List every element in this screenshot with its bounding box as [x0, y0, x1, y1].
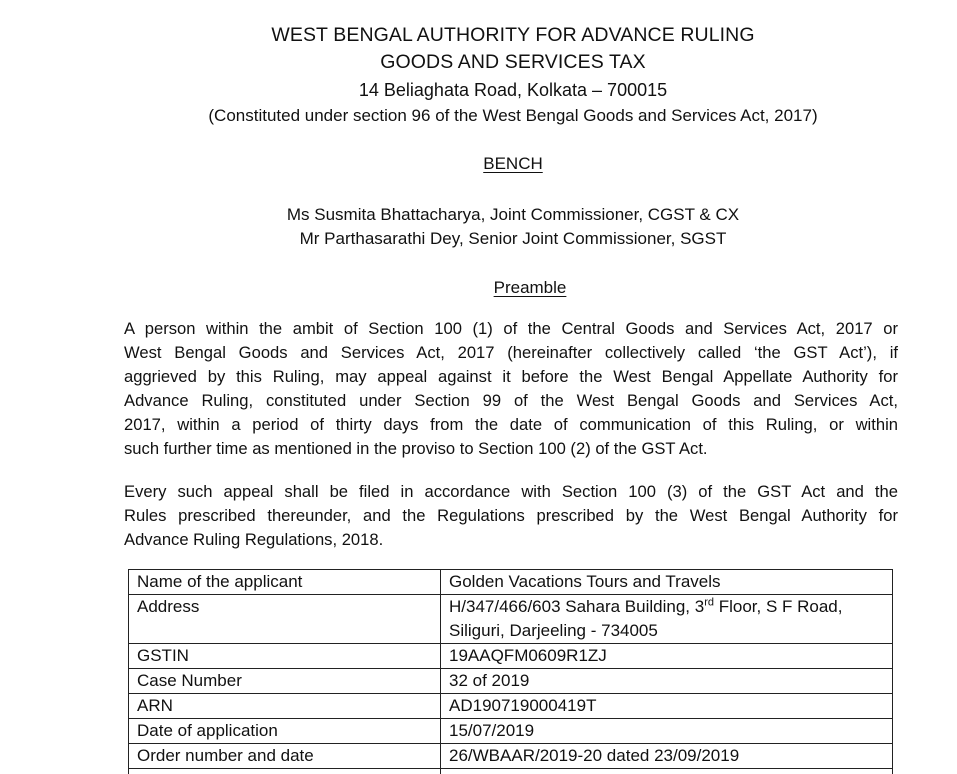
row-value-cut-off [441, 769, 893, 774]
row-label: ARN [129, 694, 441, 719]
row-value: 26/WBAAR/2019-20 dated 23/09/2019 [441, 744, 893, 769]
row-label: Date of application [129, 719, 441, 744]
paragraph-line: aggrieved by this Ruling, may appeal against it before the West Bengal Appellate Authority for [124, 367, 898, 386]
address-line-1: H/347/466/603 Sahara Building, 3 [449, 597, 705, 616]
row-value: Golden Vacations Tours and Travels [441, 570, 893, 595]
table-row [129, 595, 893, 644]
table-row [129, 669, 893, 694]
preamble-heading-wrap [17, 278, 957, 298]
table-row [129, 744, 893, 769]
bench-member-1: Ms Susmita Bhattacharya, Joint Commissioner, CGST & CX [286, 205, 740, 224]
row-value: 15/07/2019 [441, 719, 893, 744]
paragraph-line: such further time as mentioned in the proviso to Section 100 (2) of the GST Act. [124, 439, 708, 458]
paragraph-line: Advance Ruling, constituted under Section 99 of the West Bengal Goods and Services Act, [124, 391, 898, 410]
ordinal-suffix: rd [704, 596, 714, 609]
applicant-details-table [128, 569, 893, 774]
bench-heading-wrap [0, 154, 957, 174]
bench-member-2: Mr Parthasarathi Dey, Senior Joint Commissioner, SGST [299, 229, 727, 248]
row-label-cut-off [129, 769, 441, 774]
preamble-paragraph-1 [124, 317, 898, 461]
row-value: AD190719000419T [441, 694, 893, 719]
row-label: Case Number [129, 669, 441, 694]
table-row [129, 644, 893, 669]
row-label: Address [129, 595, 441, 644]
authority-subtitle: GOODS AND SERVICES TAX [380, 51, 646, 73]
row-label: Name of the applicant [129, 570, 441, 595]
row-value-address [441, 595, 893, 644]
paragraph-line: Rules prescribed thereunder, and the Regulations prescribed by the West Bengal Authority for [124, 506, 898, 525]
address-line-2: Siliguri, Darjeeling - 734005 [449, 621, 658, 640]
paragraph-line: Every such appeal shall be filed in accordance with Section 100 (3) of the GST Act and the [124, 482, 898, 501]
row-value: 19AAQFM0609R1ZJ [441, 644, 893, 669]
table-row-cut-off [129, 769, 893, 774]
paragraph-line: 2017, within a period of thirty days from the date of communication of this Ruling, or within [124, 415, 898, 434]
address-line-1-rest: Floor, S F Road, [713, 597, 843, 616]
preamble-heading: Preamble [493, 278, 567, 297]
paragraph-line: A person within the ambit of Section 100 (1) of the Central Goods and Services Act, 2017 or [124, 319, 898, 338]
row-value: 32 of 2019 [441, 669, 893, 694]
table-row [129, 719, 893, 744]
authority-address: 14 Beliaghata Road, Kolkata – 700015 [358, 80, 668, 100]
paragraph-line: West Bengal Goods and Services Act, 2017 (hereinafter collectively called ‘the GST Act’), if [124, 343, 898, 362]
table-row [129, 570, 893, 595]
preamble-paragraph-2 [124, 480, 898, 552]
authority-constitution: (Constituted under section 96 of the West Bengal Goods and Services Act, 2017) [208, 106, 818, 125]
row-label: Order number and date [129, 744, 441, 769]
paragraph-line: Advance Ruling Regulations, 2018. [124, 530, 384, 549]
bench-heading: BENCH [483, 154, 543, 173]
table-row [129, 694, 893, 719]
authority-title: WEST BENGAL AUTHORITY FOR ADVANCE RULING [271, 24, 755, 46]
row-label: GSTIN [129, 644, 441, 669]
